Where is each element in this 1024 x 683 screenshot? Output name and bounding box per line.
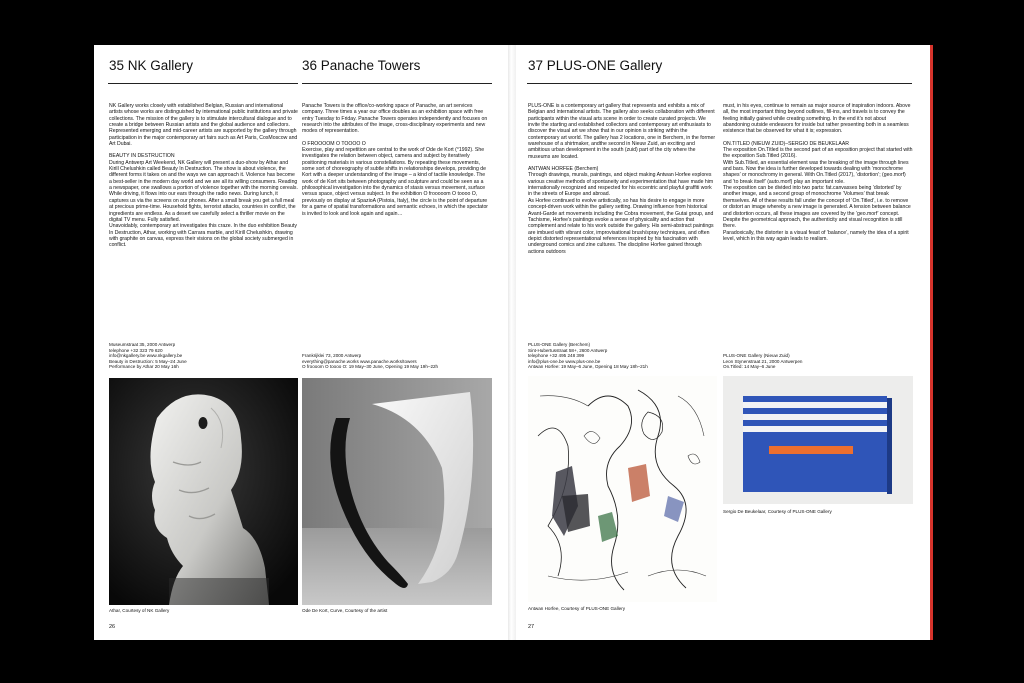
panache-paragraph: Panache Towers is the office/co-working space of Panache, an art services company. Three times a year our office doubles as an exhibition space with free entry Tuesday to Friday. Panache Towers operates independently and focuses on research into the attributes of the image, cross-disciplinary experiments and new modes of representation. [302, 103, 488, 135]
plus-one-title-rule [527, 83, 912, 84]
panache-towers-title: 36 Panache Towers [302, 58, 421, 73]
info-line: PLUS-ONE Gallery (Berchem) [528, 342, 591, 347]
ode-de-kort-caption: Ode De Kort, Curve, Courtesy of the artist [302, 608, 388, 613]
plus-one-heading-nieuw-zuid: ON.TITLED (NIEUW ZUID)–SERGIO DE BEUKELAAR [723, 140, 849, 147]
plus-one-horfee-paragraph: As Horfee continued to evolve artistically, so has his desire to engage in more concept-driven work within the gallery setting. Drawing influence from historical Avant-Garde art movements including the Cobra movement, the Gutai group, and Tachisme, Horfee’s paintings evoke a sense of physicality and action that complement and relate to his work outside the gallery. His semi-abstract paintings are imbued with vibrant color, improvisational brush/spray techniques, and often depict distorted representational references inspired by his fascination with underground comics and zine cultures. The discipline Horfee gained through actions outdoors [528, 197, 714, 255]
nk-section-paragraph: During Antwerp Art Weekend, NK Gallery will present a duo-show by Athar and Kirill Chelushkin called Beauty In Destruction. The show is about violence, the different forms it takes on and the ways we can approach it. Violence has become a best-seller in the modern day world and we are all its willing consumers. Reading a newspaper, one swallows a portion of violence together with the morning cereals. While driving, it flows into our ears through the radio news. During lunch, it captures us via the screens on our phones. After a small break you get a full meal at precious prime-time. Household fights, terrorist attacks, countries in conflict, the ingredients are endless. As a desert we carefully select a thriller movie on the digital TV menu. Fully satisfied. [109, 159, 298, 223]
info-line: telephone +32 495 248 399 [528, 353, 585, 359]
athar-caption: Athar, Courtesy of NK Gallery [109, 608, 170, 613]
antwan-horfee-drawing-photo [528, 376, 717, 602]
info-line: Antwan Horfee: 19 May–6 June, Opening 18 May 18h–21h [528, 364, 648, 370]
info-line: Sint-Hubertusstraat 58+, 2600 Antwerp [528, 347, 608, 353]
nk-section-paragraph: Unavoidably, contemporary art investigates this craze. In the duo exhibition Beauty In Destruction, Athar, working with Carrara marble, and Kirill Chelushkin, drawing with graphite on canvas, express their visions on the global society submerged in conflict. [109, 223, 297, 249]
nk-section-heading: BEAUTY IN DESTRUCTION [109, 153, 175, 160]
plus-one-ontitled-paragraph: With Sub.Titled, an essential element was the breaking of the image through lines and bars. Now the idea is further developed towards dealing with ‘monochrome shapes’ or monochromy in general. With On.Titled (2017), ‘distortion’; (geo.morf) and ‘to break itself’ (auto.morf) play an important role. [723, 159, 909, 185]
panache-towers-text [302, 103, 492, 308]
info-line: PLUS-ONE Gallery (Nieuw Zuid) [723, 353, 790, 358]
panache-section-heading: O FROOOOM O TOOOO O [302, 140, 366, 147]
plus-one-text-column-2 [723, 103, 913, 323]
info-line: Leon Stynenstraat 21, 2000 Antwerpen [723, 358, 803, 364]
plus-one-ontitled-paragraph: Paradoxically, the distorter is a visual feast of ‘balance’, namely the idea of a spirit level, which in this way again leads to realism. [723, 229, 909, 242]
info-line: O froooom O toooo O: 19 May–30 June, Opening 19 May 19h–22h [302, 364, 439, 370]
info-line: Frankrijklei 73, 2000 Antwerp [302, 353, 362, 358]
plus-one-text-column-1 [528, 103, 716, 355]
panache-towers-info [302, 353, 438, 370]
plus-one-paragraph: PLUS-ONE is a contemporary art gallery that represents and exhibits a mix of Belgian and international artists. The gallery also seeks collaboration with different participants within the visual arts scene in order to create curated projects. We invite the starting and established collectors and contemporary art enthusiasts to discover the visual art we show that in our opinion is striking within the contemporary art world. The gallery has 2 locations, one in Berchem, in the former warehouse of a shirtmaker, andthe second in Nieuw Zuid, an exciting and ambitious urban development in the south (zuid) part of the city where the museums are located. [528, 103, 716, 160]
plus-one-gallery-title: 37 PLUS-ONE Gallery [528, 58, 663, 73]
athar-sculpture-photo [109, 378, 298, 605]
panache-title-rule [302, 83, 492, 84]
plus-one-berchem-info [528, 342, 648, 370]
page-edge-accent [930, 45, 933, 640]
plus-one-ontitled-paragraph: The exposition On.Titled is the second part of an exposition project that started with the exposition Sub.Titled (2016). [723, 147, 913, 160]
sergio-de-beukelaar-caption: Sergio De Beukelaar, Courtesy of PLUS-ONE Gallery [723, 509, 832, 514]
nk-title-rule [108, 83, 298, 84]
nk-paragraph: NK Gallery works closely with established Belgian, Russian and international artists whose works are distinguished by international public institutions and private collections. The mission of the gallery is to stimulate intercultural dialogue and to create a bridge between Russian artists and the global audience and collectors. Represented emerging and mid-career artists are supported by the gallery through participation in the major contemporary art fairs such as Art Paris, CosMoscow and Art Dubai. [109, 103, 298, 148]
info-line: Beauty in Destruction: 5 May–24 June [109, 358, 187, 364]
plus-one-horfee-paragraph: Through drawings, murals, paintings, and object making Antwan Horfee explores various creative methods of spontaneity and experimentation that have made him internationally recognized and respected for his eccentric and playful graffiti work in the streets of Europe and abroad. [528, 172, 714, 198]
info-line: everything@panache.works www.panache.works/towers [302, 358, 417, 364]
plus-one-ontitled-paragraph: The exposition can be divided into two parts: fat.canvasses being ‘distorted’ by another image, and a second group of monochrome ‘Volumes’ that break themselves. All of these results fall under the concept of ‘On.Titled’, i.e. to remove or distort an image whereby a new image is generated. A tension between balance and distortion occurs, all these images are covered by the ‘geo.morf’ concept. Despite the geometrical approach, the authenticity and visual recognition is still there. [723, 185, 911, 230]
plus-one-nieuw-zuid-info [723, 353, 802, 370]
info-line: Performance by Athar 20 May 16h [109, 364, 179, 370]
nk-gallery-info [109, 342, 187, 370]
info-line: info@plus-one.be www.plus-one.be [528, 358, 601, 364]
page-number-right: 27 [528, 624, 535, 630]
ode-de-kort-curve-photo [302, 378, 492, 605]
info-line: info@nkgallery.be www.nkgallery.be [109, 353, 183, 359]
panache-section-paragraph: Exercise, play and repetition are central to the work of Ode de Kort (°1992). She investigates the relation between object, camera and subject by iteratively positioning materials in various constellations. By repeating these movements, some sort of choreography of subtle shifts in relationships develops, providing de Kort with a deeper understanding of the image – a kind of tactile knowledge. The work of de Kort sits between photography and sculpture and could be seen as a philosophical investigation into the dynamics of stasis versus movement, surface versus space, object versus subject. In the exhibition O frooooom O toooo O, previously on display at SpazioA (Pistoia, Italy), the circle is the point of departure for a game of spatial transformations and semantic echoes, in which the spectator is invited to look and look again and again… [302, 147, 489, 217]
plus-one-horfee-paragraph: must, in his eyes, continue to remain as major source of inspiration indoors. Above all, the most important thing beyond outlines, fill-ins, and travels is to convey the feeling initially gained while creating something. In the end it’s not about abandoning outside endeavors for inside but rather presenting both in a seamless existence that be observed for what it is; expression. [723, 103, 911, 135]
nk-gallery-title: 35 NK Gallery [109, 58, 194, 73]
info-line: telephone +32 323 79 620 [109, 347, 163, 353]
page-gutter [508, 45, 516, 640]
antwan-horfee-caption: Antwan Horfee, Courtesy of PLUS-ONE Gallery [528, 606, 626, 611]
page-number-left: 26 [109, 624, 116, 630]
sergio-de-beukelaar-painting-photo [723, 376, 913, 504]
nk-gallery-text [109, 103, 298, 343]
info-line: Museumstraat 35, 2000 Antwerp [109, 342, 176, 347]
info-line: On.Titled: 14 May–6 June [723, 364, 776, 370]
plus-one-heading-berchem: ANTWAN HORFEE (Berchem) [528, 166, 599, 173]
